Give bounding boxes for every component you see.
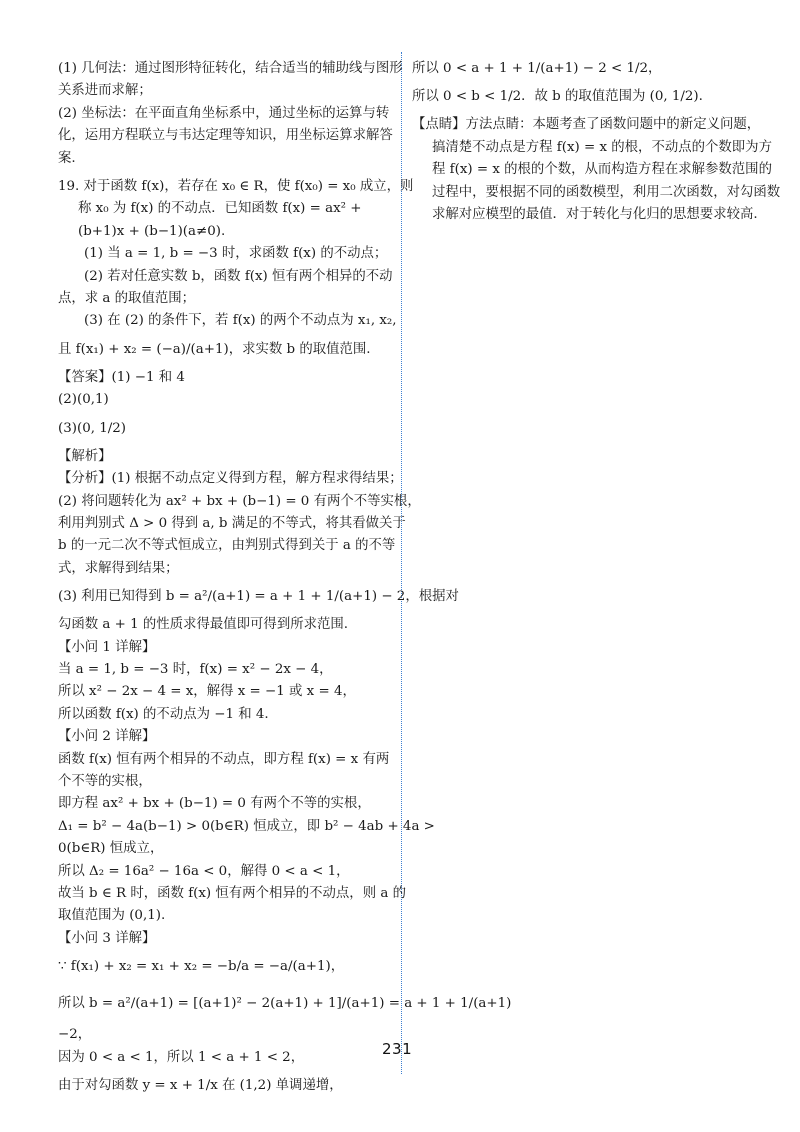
method-note-line: 化，运用方程联立与韦达定理等知识，用坐标运算求解答 — [58, 128, 393, 144]
page-number: 231 — [382, 1040, 413, 1058]
question-line: 点，求 a 的取值范围； — [58, 291, 196, 307]
continuation-line: 所以 0 < b < 1/2．故 b 的取值范围为 (0, 1/2). — [412, 89, 703, 105]
right-column — [412, 58, 781, 226]
analysis-line: 【分析】(1) 根据不动点定义得到方程，解方程求得结果； — [58, 471, 403, 487]
method-note-line: 关系进而求解； — [58, 83, 152, 99]
continuation-line: 所以 0 < a + 1 + 1/(a+1) − 2 < 1/2， — [412, 61, 662, 76]
comment-line: 求解对应模型的最值．对于转化与化归的思想要求较高. — [432, 207, 758, 223]
detail2-line: 故当 b ∈ R 时，函数 f(x) 恒有两个相异的不动点，则 a 的 — [58, 886, 406, 901]
question-line: (1) 当 a = 1, b = −3 时，求函数 f(x) 的不动点； — [84, 246, 388, 262]
detail3-line: 所以 b = a²/(a+1) = [(a+1)² − 2(a+1) + 1]/(a+1) = a + 1 + 1/(a+1) — [58, 996, 512, 1012]
detail2-line: 0(b∈R) 恒成立， — [58, 841, 164, 857]
method-note-line: 案. — [58, 150, 76, 166]
detail2-line: 取值范围为 (0,1). — [58, 908, 166, 924]
problem-statement — [58, 176, 414, 243]
detail1-block — [58, 659, 391, 726]
detail2-line: 即方程 ax² + bx + (b−1) = 0 有两个不等的实根， — [58, 796, 371, 812]
analysis-line: 利用判别式 Δ > 0 得到 a, b 满足的不等式，将其看做关于 — [58, 515, 406, 531]
detail1-line: 当 a = 1, b = −3 时，f(x) = x² − 2x − 4， — [58, 661, 333, 677]
analysis-line: (3) 利用已知得到 b = a²/(a+1) = a + 1 + 1/(a+1) − 2，根据对 — [58, 589, 459, 605]
comment-line: 【点睛】方法点睛：本题考查了函数问题中的新定义问题， — [412, 117, 761, 133]
detail2-line: 所以 Δ₂ = 16a² − 16a < 0，解得 0 < a < 1， — [58, 863, 350, 879]
answer-line: (3)(0, 1/2) — [58, 420, 126, 436]
continuation-block — [412, 58, 746, 114]
detail2-line: 个不等的实根， — [58, 773, 152, 789]
analysis-line: 勾函数 a + 1 的性质求得最值即可得到所求范围. — [58, 617, 349, 633]
comment-block — [412, 114, 781, 226]
question-line: 且 f(x₁) + x₂ = (−a)/(a+1)，求实数 b 的取值范围. — [58, 341, 371, 357]
detail3-header: 【小问 3 详解】 — [58, 930, 156, 946]
problem-line: 称 x₀ 为 f(x) 的不动点．已知函数 f(x) = ax² + — [78, 201, 362, 217]
problem-line: 19. 对于函数 f(x)，若存在 x₀ ∈ R，使 f(x₀) = x₀ 成立，则 — [58, 179, 414, 195]
sub-questions — [58, 243, 397, 367]
detail3-line: −2， — [58, 1027, 92, 1043]
method-notes — [58, 58, 403, 170]
method-note-line: (1) 几何法：通过图形特征转化，结合适当的辅助线与图形 — [58, 61, 403, 76]
comment-line: 搞清楚不动点是方程 f(x) = x 的根，不动点的个数即为方 — [432, 139, 772, 155]
comment-line: 过程中，要根据不同的函数模型，利用二次函数，对勾函数 — [432, 184, 781, 200]
problem-line: (b+1)x + (b−1)(a≠0). — [78, 223, 226, 239]
detail2-block — [58, 749, 435, 928]
analysis-line: 式，求解得到结果； — [58, 560, 179, 576]
detail3-line: 由于对勾函数 y = x + 1/x 在 (1,2) 单调递增， — [58, 1078, 343, 1094]
detail1-header: 【小问 1 详解】 — [58, 639, 156, 655]
answer-line: 【答案】(1) −1 和 4 — [58, 369, 185, 385]
detail3-line: ∵ f(x₁) + x₂ = x₁ + x₂ = −b/a = −a/(a+1)， — [58, 959, 345, 975]
comment-line: 程 f(x) = x 的根的个数，从而构造方程在求解参数范围的 — [432, 162, 772, 178]
detail1-line: 所以函数 f(x) 的不动点为 −1 和 4. — [58, 706, 269, 722]
detail2-line: 函数 f(x) 恒有两个相异的不动点，即方程 f(x) = x 有两 — [58, 751, 390, 767]
answer-line: (2)(0,1) — [58, 392, 109, 408]
method-note-line: (2) 坐标法：在平面直角坐标系中，通过坐标的运算与转 — [58, 105, 390, 121]
analysis-block — [58, 468, 459, 636]
detail2-line: Δ₁ = b² − 4a(b−1) > 0(b∈R) 恒成立，即 b² − 4ab + 4a > — [58, 818, 435, 834]
detail2-header: 【小问 2 详解】 — [58, 729, 156, 745]
analysis-header: 【解析】 — [58, 448, 112, 464]
analysis-line: (2) 将问题转化为 ax² + bx + (b−1) = 0 有两个不等实根， — [58, 493, 421, 509]
analysis-line: b 的一元二次不等式恒成立，由判别式得到关于 a 的不等 — [58, 538, 396, 554]
question-line: (3) 在 (2) 的条件下，若 f(x) 的两个不动点为 x₁, x₂, — [84, 313, 397, 329]
detail1-line: 所以 x² − 2x − 4 = x，解得 x = −1 或 x = 4， — [58, 684, 356, 700]
answer-block — [58, 367, 391, 446]
detail3-line: 因为 0 < a < 1，所以 1 < a + 1 < 2， — [58, 1049, 305, 1065]
question-line: (2) 若对任意实数 b，函数 f(x) 恒有两个相异的不动 — [84, 268, 393, 284]
column-divider — [401, 52, 402, 1074]
